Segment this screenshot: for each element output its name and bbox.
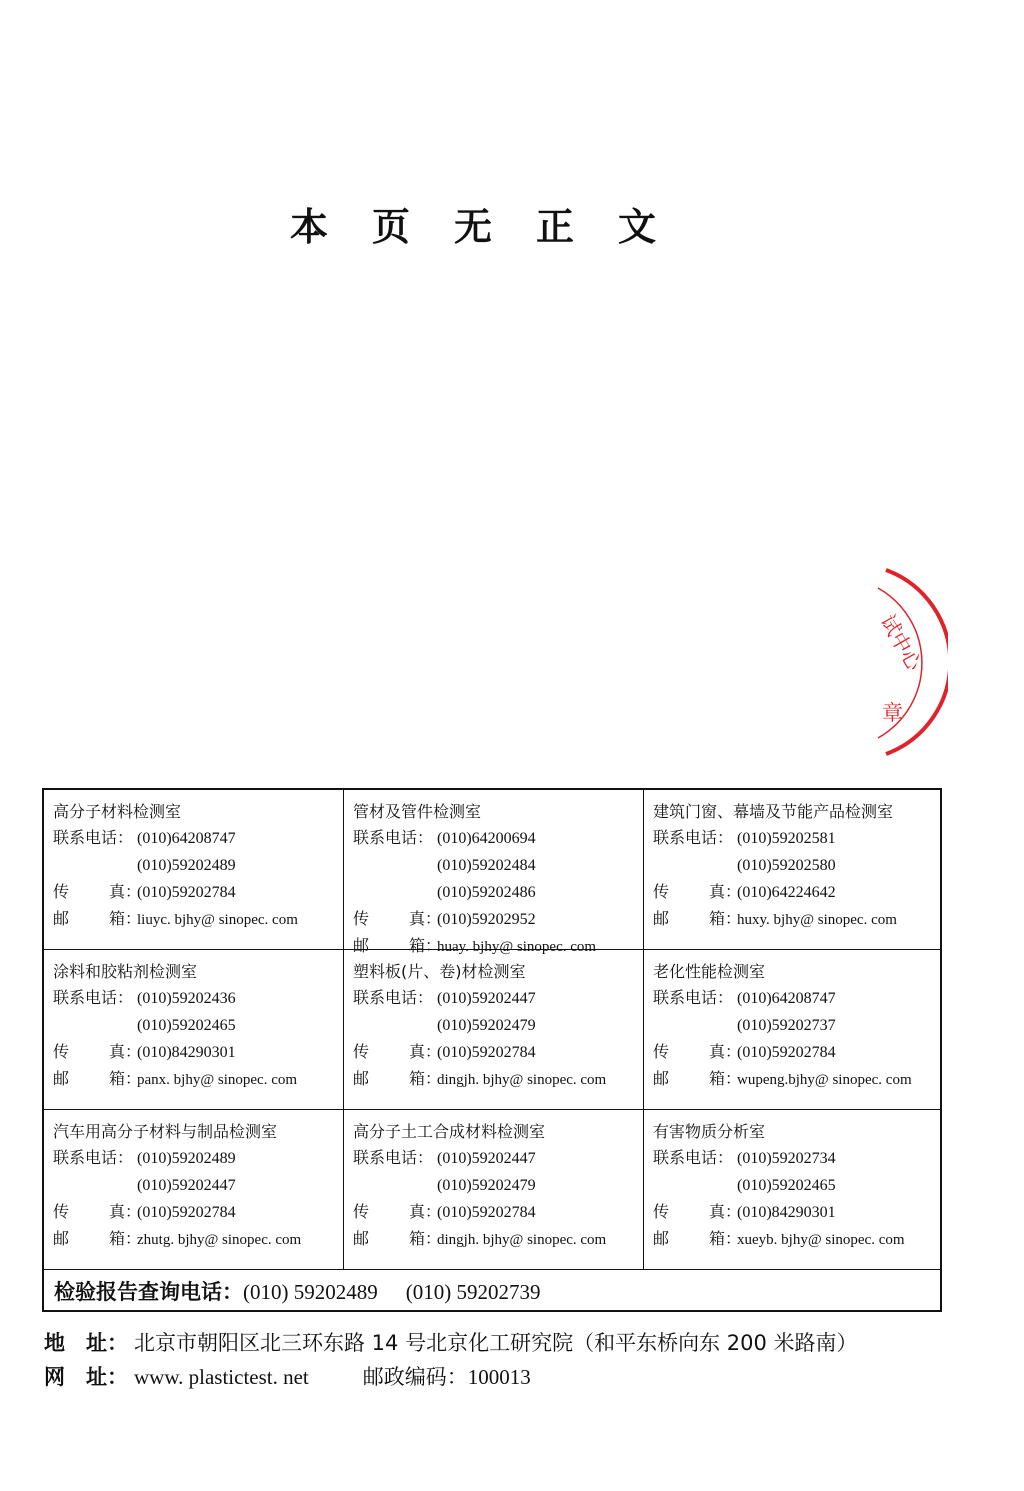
- lab-name: 塑料板(片、卷)材检测室: [353, 962, 526, 981]
- phone-line: [653, 852, 940, 879]
- phone-line: [653, 1012, 940, 1039]
- phone-number[interactable]: (010)59202465: [137, 1017, 236, 1034]
- fax-line: [353, 1199, 643, 1226]
- email-label: 邮 箱：: [653, 909, 742, 928]
- lab-name: 管材及管件检测室: [353, 802, 482, 821]
- email-line: [353, 1226, 643, 1253]
- email-link[interactable]: huxy. bjhy@ sinopec. com: [737, 912, 897, 928]
- phone-line: [353, 1172, 643, 1199]
- fax-label: 传 真：: [653, 1202, 742, 1221]
- email-link[interactable]: zhutg. bjhy@ sinopec. com: [137, 1232, 302, 1248]
- fax-number: (010)59202784: [437, 1044, 536, 1061]
- phone-number[interactable]: (010)59202465: [737, 1177, 836, 1194]
- phone-line: [53, 852, 343, 879]
- phone-line: [53, 1145, 343, 1172]
- phone-label: 联系电话：: [653, 988, 734, 1007]
- phone-line: [353, 1145, 643, 1172]
- fax-number: (010)84290301: [137, 1044, 236, 1061]
- phone-number[interactable]: (010)64208747: [737, 990, 836, 1007]
- page-heading: 本页无正文: [289, 204, 700, 249]
- email-link[interactable]: wupeng.bjhy@ sinopec. com: [737, 1072, 912, 1088]
- fax-label: 传 真：: [653, 1042, 742, 1061]
- lab-cell: [344, 950, 644, 1110]
- fax-number: (010)84290301: [737, 1204, 836, 1221]
- email-label: 邮 箱：: [353, 936, 442, 955]
- email-line: [53, 906, 343, 933]
- lab-cell: [644, 1110, 940, 1270]
- lab-cell: [344, 1110, 644, 1270]
- lab-name: 涂料和胶粘剂检测室: [53, 962, 198, 981]
- phone-number[interactable]: (010)59202580: [737, 857, 836, 874]
- fax-line: [353, 1039, 643, 1066]
- phone-label: 联系电话：: [353, 1148, 434, 1167]
- fax-label: 传 真：: [53, 1202, 142, 1221]
- phone-line: [653, 1145, 940, 1172]
- email-link[interactable]: panx. bjhy@ sinopec. com: [137, 1072, 298, 1088]
- fax-label: 传 真：: [53, 1042, 142, 1061]
- report-hotline-phone-2: (010) 59202739: [405, 1280, 541, 1304]
- lab-name: 高分子土工合成材料检测室: [353, 1122, 546, 1141]
- email-link[interactable]: liuyc. bjhy@ sinopec. com: [137, 912, 298, 928]
- email-label: 邮 箱：: [353, 1069, 442, 1088]
- phone-label: 联系电话：: [53, 828, 134, 847]
- phone-line: [653, 985, 940, 1012]
- email-link[interactable]: huay. bjhy@ sinopec. com: [437, 939, 597, 955]
- lab-cell: [44, 790, 344, 950]
- report-hotline-label: 检验报告查询电话：: [54, 1280, 243, 1304]
- email-link[interactable]: dingjh. bjhy@ sinopec. com: [437, 1072, 607, 1088]
- phone-number[interactable]: (010)59202436: [137, 990, 236, 1007]
- report-hotline: [44, 1270, 940, 1310]
- footer: [44, 1326, 858, 1394]
- phone-line: [353, 825, 643, 852]
- phone-label: 联系电话：: [653, 828, 734, 847]
- phone-label: 联系电话：: [53, 1148, 134, 1167]
- phone-label: 联系电话：: [353, 828, 434, 847]
- phone-line: [53, 985, 343, 1012]
- lab-cell: [44, 950, 344, 1110]
- email-line: [653, 1226, 940, 1253]
- report-hotline-phone-1: (010) 59202489: [243, 1280, 378, 1304]
- fax-label: 传 真：: [353, 1202, 442, 1221]
- phone-number[interactable]: (010)59202486: [437, 884, 536, 901]
- phone-number[interactable]: (010)59202489: [137, 857, 236, 874]
- lab-name: 老化性能检测室: [653, 962, 766, 981]
- phone-line: [353, 852, 643, 879]
- fax-line: [53, 1199, 343, 1226]
- fax-line: [53, 1039, 343, 1066]
- email-link[interactable]: dingjh. bjhy@ sinopec. com: [437, 1232, 607, 1248]
- phone-label: 联系电话：: [353, 988, 434, 1007]
- fax-number: (010)59202784: [137, 884, 236, 901]
- footer-website-line: [44, 1360, 858, 1394]
- fax-label: 传 真：: [653, 882, 742, 901]
- phone-line: [653, 825, 940, 852]
- email-link[interactable]: xueyb. bjhy@ sinopec. com: [737, 1232, 905, 1248]
- email-label: 邮 箱：: [53, 1229, 142, 1248]
- email-label: 邮 箱：: [353, 1229, 442, 1248]
- postcode-value: 100013: [467, 1365, 531, 1389]
- official-seal: [828, 562, 948, 762]
- fax-number: (010)59202952: [437, 911, 536, 928]
- phone-number[interactable]: (010)59202447: [137, 1177, 236, 1194]
- email-label: 邮 箱：: [653, 1229, 742, 1248]
- fax-label: 传 真：: [353, 909, 442, 928]
- email-line: [653, 906, 940, 933]
- lab-contact-table: [42, 788, 942, 1312]
- phone-number[interactable]: (010)59202447: [437, 1150, 536, 1167]
- email-label: 邮 箱：: [53, 909, 142, 928]
- fax-line: [653, 879, 940, 906]
- fax-number: (010)59202784: [437, 1204, 536, 1221]
- lab-cell: [644, 950, 940, 1110]
- phone-line: [353, 879, 643, 906]
- email-line: [353, 1066, 643, 1093]
- fax-label: 传 真：: [353, 1042, 442, 1061]
- phone-line: [53, 825, 343, 852]
- address-value: 北京市朝阳区北三环东路 14 号北京化工研究院（和平东桥向东 200 米路南）: [134, 1331, 858, 1355]
- phone-number[interactable]: (010)59202484: [437, 857, 536, 874]
- phone-number[interactable]: (010)59202734: [737, 1150, 836, 1167]
- phone-number[interactable]: (010)64200694: [437, 830, 536, 847]
- phone-number[interactable]: (010)64208747: [137, 830, 236, 847]
- seal-text-1: 试中心: [875, 610, 927, 675]
- lab-name: 高分子材料检测室: [53, 802, 182, 821]
- fax-line: [653, 1199, 940, 1226]
- fax-line: [53, 879, 343, 906]
- website-label: 网 址：: [44, 1365, 128, 1389]
- phone-line: [53, 1172, 343, 1199]
- phone-line: [353, 1012, 643, 1039]
- phone-number[interactable]: (010)59202447: [437, 990, 536, 1007]
- lab-name: 汽车用高分子材料与制品检测室: [53, 1122, 278, 1141]
- lab-name: 建筑门窗、幕墙及节能产品检测室: [653, 802, 894, 821]
- address-label: 地 址：: [44, 1331, 128, 1355]
- phone-number[interactable]: (010)59202581: [737, 830, 836, 847]
- phone-line: [353, 985, 643, 1012]
- email-line: [53, 1066, 343, 1093]
- phone-label: 联系电话：: [53, 988, 134, 1007]
- footer-address-line: [44, 1326, 858, 1360]
- fax-number: (010)59202784: [137, 1204, 236, 1221]
- lab-name: 有害物质分析室: [653, 1122, 766, 1141]
- fax-line: [353, 906, 643, 933]
- website-link[interactable]: www. plastictest. net: [134, 1365, 309, 1389]
- email-label: 邮 箱：: [53, 1069, 142, 1088]
- phone-label: 联系电话：: [653, 1148, 734, 1167]
- phone-line: [53, 1012, 343, 1039]
- email-label: 邮 箱：: [653, 1069, 742, 1088]
- fax-label: 传 真：: [53, 882, 142, 901]
- seal-icon: [828, 562, 948, 762]
- lab-cell: [44, 1110, 344, 1270]
- seal-text-2: 章: [882, 701, 903, 725]
- email-line: [53, 1226, 343, 1253]
- fax-number: (010)64224642: [737, 884, 836, 901]
- fax-number: (010)59202784: [737, 1044, 836, 1061]
- email-line: [653, 1066, 940, 1093]
- lab-cell: [644, 790, 940, 950]
- phone-number[interactable]: (010)59202489: [137, 1150, 236, 1167]
- phone-number[interactable]: (010)59202737: [737, 1017, 836, 1034]
- phone-number[interactable]: (010)59202479: [437, 1177, 536, 1194]
- phone-number[interactable]: (010)59202479: [437, 1017, 536, 1034]
- fax-line: [653, 1039, 940, 1066]
- lab-cell: [344, 790, 644, 955]
- postcode-label: 邮政编码：: [362, 1365, 468, 1389]
- phone-line: [653, 1172, 940, 1199]
